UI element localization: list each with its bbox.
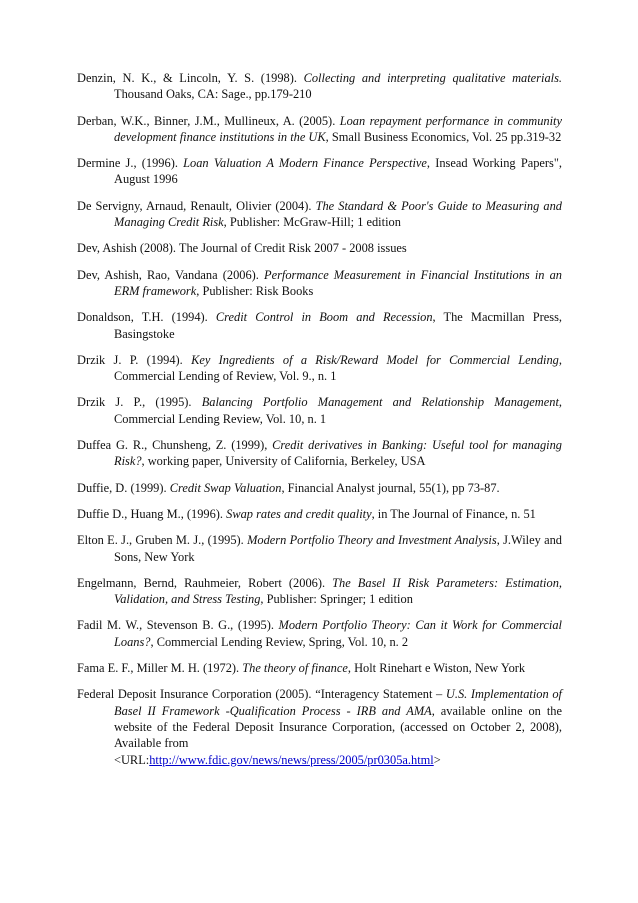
reference-entry [77, 113, 562, 146]
reference-authors-year: Duffie, D. (1999). [77, 480, 170, 495]
reference-title: Key Ingredients of a Risk/Reward Model for Commercial Lending [191, 352, 559, 367]
reference-entry [77, 575, 562, 608]
reference-authors-year: De Servigny, Arnaud, Renault, Olivier (2004). [77, 198, 316, 213]
reference-authors-year: Federal Deposit Insurance Corporation (2005). “Interagency Statement – [77, 687, 446, 702]
reference-entry [77, 660, 562, 676]
reference-publication: , Commercial Lending Review, Vol. 10, n. 1 [114, 395, 562, 426]
url-suffix: > [433, 752, 441, 767]
reference-publication: , The Macmillan Press, Basingstoke [114, 310, 562, 341]
reference-authors-year: Dermine J., (1996). [77, 156, 184, 171]
reference-publication: , Insead Working Papers", August 1996 [114, 156, 563, 187]
reference-publication: , Financial Analyst journal, 55(1), pp 73-87. [281, 480, 500, 495]
reference-entry [77, 506, 562, 522]
reference-authors-year: Donaldson, T.H. (1994). [77, 310, 216, 325]
reference-title: Modern Portfolio Theory: Can it Work for Commercial Loans? [114, 618, 563, 649]
reference-publication: , working paper, University of California, Berkeley, USA [141, 454, 426, 469]
reference-title: Loan Valuation A Modern Finance Perspective [183, 156, 427, 171]
reference-authors-year: Fadil M. W., Stevenson B. G., (1995). [77, 618, 279, 633]
reference-publication: , in The Journal of Finance, n. 51 [371, 506, 536, 521]
reference-publication: , J.Wiley and Sons, New York [114, 533, 562, 564]
reference-entry [77, 267, 562, 300]
reference-entry [77, 309, 562, 342]
reference-authors-year: Elton E. J., Gruben M. J., (1995). [77, 533, 248, 548]
reference-authors-year: Drzik J. P. (1994). [77, 352, 192, 367]
reference-entry [77, 240, 562, 256]
reference-entry [77, 532, 562, 565]
reference-publication: , Commercial Lending Review, Spring, Vol. 10, n. 2 [150, 634, 409, 649]
reference-title: The theory of finance [242, 661, 348, 676]
reference-authors-year: Duffie D., Huang M., (1996). [77, 506, 227, 521]
reference-authors-year: Engelmann, Bernd, Rauhmeier, Robert (2006). [77, 575, 333, 590]
reference-publication: , Holt Rinehart e Wiston, New York [347, 661, 526, 676]
reference-title: Performance Measurement in Financial Institutions in an ERM framework [114, 267, 562, 298]
fdic-link[interactable]: http://www.fdic.gov/news/news/press/2005/pr0305a.html [149, 752, 434, 767]
reference-publication: , Commercial Lending of Review, Vol. 9., n. 1 [114, 352, 562, 384]
reference-title: Collecting and interpreting qualitative materials. [303, 71, 563, 85]
reference-authors-year: Dev, Ashish, Rao, Vandana (2006). [77, 267, 264, 282]
reference-title: The Standard & Poor's Guide to Measuring and Managing Credit Risk [114, 198, 562, 230]
reference-title: Loan repayment performance in community development finance institutions in the UK [114, 113, 562, 144]
reference-publication: Thousand Oaks, CA: Sage., pp.179-210 [114, 87, 312, 102]
reference-entry [77, 480, 562, 496]
reference-authors-year: Denzin, N. K., & Lincoln, Y. S. (1998). [77, 71, 304, 85]
reference-publication: , Small Business Economics, Vol. 25 pp.319-32 [325, 129, 562, 144]
reference-publication: , available online on the website of the Federal Deposit Insurance Corporation, (accessed on October 2, 2008), Available from [114, 703, 562, 751]
reference-title: Credit Swap Valuation [169, 480, 282, 495]
reference-title: The Basel II Risk Parameters: Estimation, Validation, and Stress Testing [114, 575, 562, 607]
reference-title: Modern Portfolio Theory and Investment Analysis [247, 533, 497, 548]
reference-title: Swap rates and credit quality [226, 506, 372, 521]
reference-title: Credit derivatives in Banking: Useful tool for managing Risk? [114, 438, 562, 469]
reference-publication: , Publisher: Risk Books [196, 283, 314, 298]
reference-authors-year: Dev, Ashish (2008). The Journal of Credit Risk 2007 - 2008 issues [77, 241, 407, 256]
reference-authors-year: Duffea G. R., Chunsheng, Z. (1999), [77, 438, 273, 453]
reference-title: U.S. Implementation of Basel II Framework -Qualification Process - IRB and AMA [114, 687, 562, 718]
reference-entry [77, 686, 562, 767]
reference-entry [77, 198, 562, 231]
reference-authors-year: Fama E. F., Miller M. H. (1972). [77, 661, 243, 676]
reference-title: Balancing Portfolio Management and Relationship Management [201, 395, 559, 410]
reference-entry [77, 437, 562, 470]
reference-entry [77, 155, 562, 188]
reference-publication: , Publisher: McGraw-Hill; 1 edition [223, 215, 401, 230]
reference-publication: , Publisher: Springer; 1 edition [260, 592, 413, 607]
reference-list [77, 70, 562, 778]
reference-authors-year: Drzik J. P., (1995). [77, 395, 202, 410]
reference-entry [77, 394, 562, 427]
reference-entry [77, 617, 562, 650]
reference-title: Credit Control in Boom and Recession [215, 310, 433, 325]
reference-entry [77, 70, 562, 103]
reference-authors-year: Derban, W.K., Binner, J.M., Mullineux, A. (2005). [77, 113, 340, 128]
url-prefix: <URL: [114, 752, 150, 767]
reference-entry [77, 352, 562, 385]
